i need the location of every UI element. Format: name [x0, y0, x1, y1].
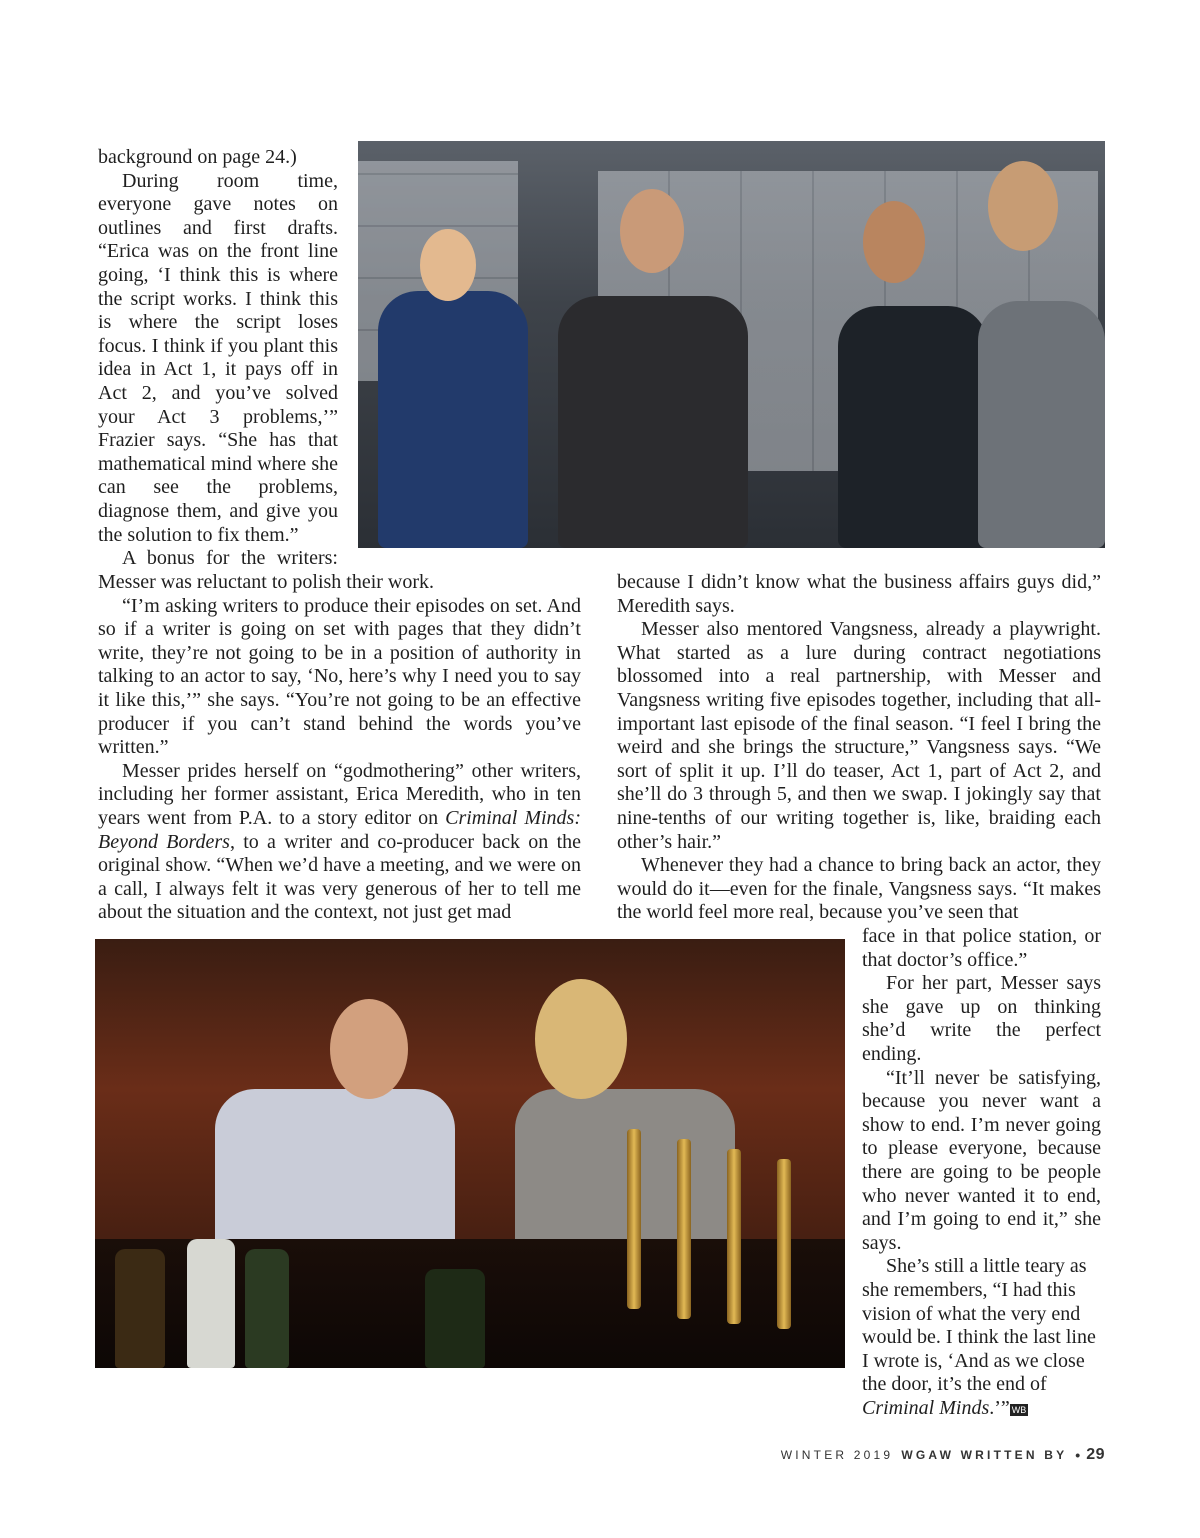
paragraph: A bonus for the writers:: [122, 547, 338, 570]
actor-man-dark-head: [863, 201, 925, 283]
paragraph: For her part, Messer says she gave up on thinking she’d write the perfect ending.: [862, 972, 1101, 1065]
bar-scene-photo: [95, 939, 845, 1368]
actor-man-suit-head: [620, 189, 684, 273]
actor-man-grey-head: [988, 161, 1058, 251]
actor-man-shirt-head: [330, 999, 408, 1099]
actor-man-suit: [558, 296, 748, 548]
paragraph: background on page 24.): [98, 146, 297, 168]
paragraph-text: She’s still a little teary as she remembers, “I had this vision of what the very end would be. I think the last line I wrote is, ‘And as we close the door, it’s the end of: [862, 1255, 1096, 1396]
cast-photo-top: [358, 141, 1105, 548]
paragraph: During room time, everyone gave notes on outlines and first drafts. “Erica was on the front line going, ‘I think this is where the script works. I think this is where the script loses focus. I think if you plant this idea in Act 1, it pays off in Act 2, and you’ve solved your Act 3 problems,’” Frazier says. “She has that mathematical mind where she can see the problems, diagnose them, and give you the solution to fix them.”: [98, 169, 338, 546]
paragraph: Messer was reluctant to polish their work.: [98, 571, 435, 593]
bottle: [115, 1249, 165, 1368]
column-1-bottom: [98, 571, 581, 925]
beer-tap: [627, 1129, 641, 1309]
actor-woman-blue: [378, 291, 528, 548]
paragraph: [862, 1255, 1101, 1420]
page-number: 29: [1086, 1446, 1105, 1463]
show-title: Criminal Minds: Beyond Borders: [98, 806, 581, 853]
paragraph-text: , to a writer and co-producer back on the original show. “When we’d have a meeting, and we were on a call, I always felt it was very generous of her to tell me about the situation and the context, not just get mad: [98, 830, 581, 924]
paragraph: Whenever they had a chance to bring back an actor, they would do it—even for the finale, Vangsness says. “It makes the world feel more real, because you’ve seen that: [617, 854, 1101, 924]
bottle: [245, 1249, 289, 1368]
paragraph: face in that police station, or that doctor’s office.”: [862, 925, 1101, 971]
actor-woman-blonde-head: [535, 979, 627, 1099]
issue-label: WINTER 2019: [780, 1448, 894, 1462]
paragraph: Messer also mentored Vangsness, already a playwright. What started as a lure during contract negotiations blossomed into a real partnership, with Messer and Vangsness writing five episodes together, including that all-important last episode of the final season. “I feel I bring the weird and she brings the structure,” Vangsness says. “We sort of split it up. I’ll do teaser, Act 1, part of Act 2, and she’ll do 3 through 5, and then we swap. I jokingly say that nine-tenths of our writing together is, like, braiding each other’s hair.”: [617, 618, 1101, 853]
footer-bullet: •: [1075, 1447, 1081, 1463]
beer-tap: [777, 1159, 791, 1329]
paragraph-text: .’”: [989, 1396, 1010, 1419]
paragraph: [98, 760, 581, 925]
bottle: [187, 1239, 235, 1368]
actor-man-dark: [838, 306, 988, 548]
page-footer: [770, 1444, 1105, 1466]
magazine-title: WGAW WRITTEN BY: [901, 1448, 1068, 1462]
bottle: [425, 1269, 485, 1368]
column-2: [617, 571, 1101, 925]
show-title: Criminal Minds: [862, 1396, 990, 1419]
column-3: [862, 925, 1101, 1420]
actor-woman-head: [420, 229, 476, 301]
end-mark-icon: WB: [1011, 1404, 1027, 1415]
column-1-top: [98, 146, 338, 571]
beer-tap: [727, 1149, 741, 1324]
paragraph-text: Messer prides herself on “godmothering” other writers, including her former assistant, Erica Meredith, who in ten years went from P.A. to a story editor on: [98, 759, 581, 829]
paragraph: “It’ll never be satisfying, because you never want a show to end. I’m never going to please everyone, because there are going to be people who never wanted it to end, and I’m going to end it,” she says.: [862, 1066, 1101, 1254]
beer-tap: [677, 1139, 691, 1319]
actor-man-grey: [978, 301, 1105, 548]
paragraph: because I didn’t know what the business affairs guys did,” Meredith says.: [617, 571, 1101, 617]
paragraph: “I’m asking writers to produce their episodes on set. And so if a writer is going on set with pages that they didn’t write, they’re not going to be in a position of authority in talking to an actor to say, ‘No, here’s why I need you to say it like this,’” she says. “You’re not going to be an effective producer if you can’t stand behind the words you’ve written.”: [98, 594, 581, 759]
